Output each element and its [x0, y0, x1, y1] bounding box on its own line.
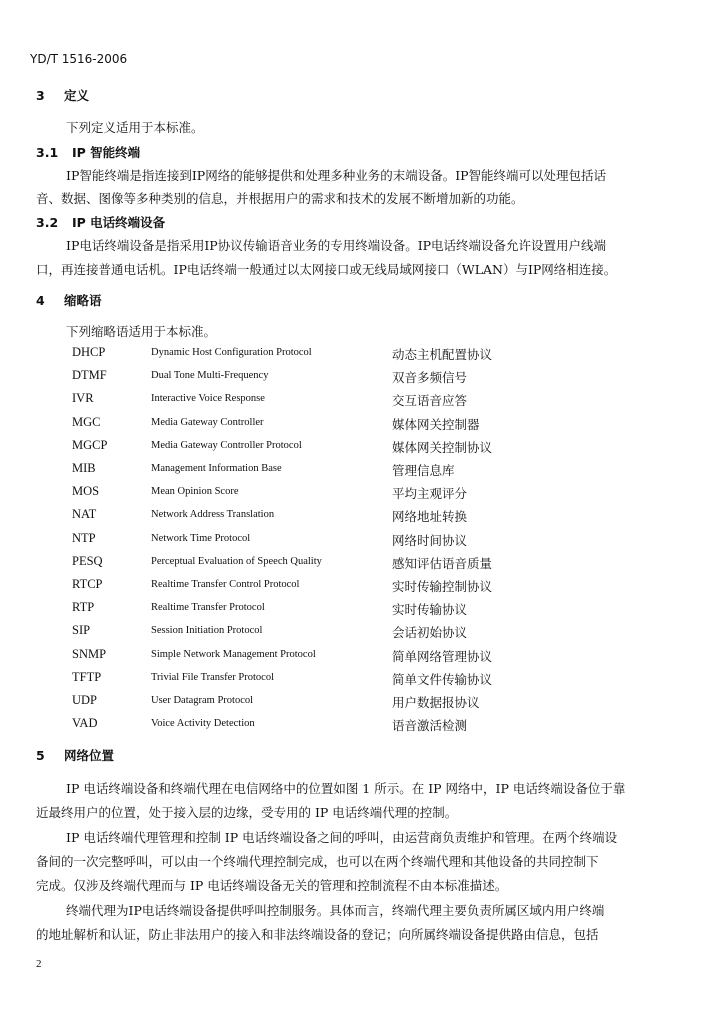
- paragraph-line: IP 电话终端设备和终端代理在电信网络中的位置如图 1 所示。在 IP 网络中，IP 电话终端设备位于靠: [66, 781, 626, 796]
- english-term: Dual Tone Multi-Frequency: [151, 370, 269, 382]
- document-code: YD/T 1516-2006: [30, 52, 128, 66]
- section-title: IP 智能终端: [72, 145, 141, 160]
- section-number: 3.2: [36, 215, 59, 230]
- chinese-term: 媒体网关控制协议: [392, 439, 493, 455]
- chinese-term: 双音多频信号: [392, 370, 468, 386]
- abbreviation: RTP: [72, 600, 95, 615]
- chinese-term: 平均主观评分: [392, 486, 468, 502]
- section-4-heading: [36, 291, 102, 309]
- english-term: Realtime Transfer Protocol: [151, 602, 265, 614]
- paragraph-line: 口，再连接普通电话机。IP电话终端一般通过以太网接口或无线局域网接口（WLAN）与IP网络相连接。: [36, 262, 617, 277]
- english-term: Dynamic Host Configuration Protocol: [151, 347, 312, 358]
- paragraph-line: 近最终用户的位置，处于接入层的边缘，受专用的 IP 电话终端代理的控制。: [36, 805, 458, 820]
- english-term: Management Information Base: [151, 463, 282, 474]
- chinese-term: 语音激活检测: [392, 718, 468, 734]
- english-term: Media Gateway Controller: [151, 416, 264, 428]
- chinese-term: 交互语音应答: [392, 393, 468, 409]
- paragraph-line: IP电话终端设备是指采用IP协议传输语音业务的专用终端设备。IP电话终端设备允许设置用户线端: [66, 238, 607, 253]
- paragraph-line: IP智能终端是指连接到IP网络的能够提供和处理多种业务的末端设备。IP智能终端可以处理包括话: [66, 168, 607, 183]
- english-term: Media Gateway Controller Protocol: [151, 439, 302, 451]
- chinese-term: 媒体网关控制器: [392, 416, 480, 432]
- chinese-term: 会话初始协议: [392, 625, 468, 641]
- english-term: Simple Network Management Protocol: [151, 648, 316, 660]
- chinese-term: 实时传输控制协议: [392, 579, 493, 594]
- section-3-2-heading: [36, 213, 165, 231]
- abbreviation: SNMP: [72, 646, 107, 661]
- chinese-term: 简单文件传输协议: [392, 671, 493, 687]
- section-title: IP 电话终端设备: [72, 215, 166, 230]
- chinese-term: 网络时间协议: [392, 532, 468, 548]
- paragraph-line: 完成。仅涉及终端代理而与 IP 电话终端设备无关的管理和控制流程不由本标准描述。: [36, 878, 508, 893]
- abbreviation: NAT: [72, 507, 97, 522]
- english-term: Realtime Transfer Control Protocol: [151, 579, 300, 590]
- abbreviation: SIP: [72, 623, 91, 638]
- english-term: Session Initiation Protocol: [151, 625, 263, 637]
- chinese-term: 感知评估语音质量: [392, 555, 493, 571]
- abbreviation: UDP: [72, 693, 98, 707]
- abbreviation: RTCP: [72, 577, 103, 591]
- abbreviation: MOS: [72, 484, 100, 499]
- abbreviation: DHCP: [72, 345, 106, 359]
- abbreviation: MIB: [72, 461, 96, 475]
- english-term: Voice Activity Detection: [151, 718, 255, 730]
- section-title: 网络位置: [64, 748, 115, 763]
- abbreviation: MGC: [72, 414, 101, 429]
- english-term: Network Time Protocol: [151, 532, 251, 544]
- chinese-term: 实时传输协议: [392, 602, 468, 618]
- abbreviation: PESQ: [72, 553, 103, 568]
- paragraph-line: 音、数据、图像等多种类别的信息，并根据用户的需求和技术的发展不断增加新的功能。: [36, 191, 524, 206]
- section-title: 定义: [64, 88, 90, 103]
- section-3-heading: [36, 86, 89, 104]
- chinese-term: 管理信息库: [392, 463, 455, 478]
- abbreviation: VAD: [72, 716, 98, 731]
- paragraph-line: 的地址解析和认证，防止非法用户的接入和非法终端设备的登记；向所属终端设备提供路由信息，包括: [36, 927, 599, 942]
- english-term: Network Address Translation: [151, 509, 275, 521]
- abbreviation: DTMF: [72, 368, 107, 383]
- paragraph-line: 下列缩略语适用于本标准。: [66, 324, 217, 339]
- english-term: Perceptual Evaluation of Speech Quality: [151, 555, 322, 567]
- chinese-term: 简单网络管理协议: [392, 648, 493, 664]
- section-number: 3.1: [36, 145, 59, 160]
- section-number: 5: [36, 748, 45, 763]
- paragraph-line: IP 电话终端代理管理和控制 IP 电话终端设备之间的呼叫，由运营商负责维护和管理。在两个终端设: [66, 830, 618, 845]
- abbreviation: NTP: [72, 530, 96, 545]
- english-term: Interactive Voice Response: [151, 393, 265, 405]
- paragraph-line: 备间的一次完整呼叫，可以由一个终端代理控制完成，也可以在两个终端代理和其他设备的共同控制下: [36, 854, 599, 869]
- english-term: User Datagram Protocol: [151, 695, 254, 706]
- section-title: 缩略语: [64, 293, 102, 308]
- page-number: 2: [36, 958, 42, 970]
- section-3-1-heading: [36, 143, 140, 161]
- paragraph-line: 终端代理为IP电话终端设备提供呼叫控制服务。具体而言，终端代理主要负责所属区域内用户终端: [66, 903, 605, 918]
- chinese-term: 用户数据报协议: [392, 695, 480, 710]
- abbreviation: MGCP: [72, 437, 108, 452]
- abbreviation: IVR: [72, 391, 94, 406]
- chinese-term: 网络地址转换: [392, 509, 468, 525]
- abbreviation: TFTP: [72, 669, 102, 684]
- section-number: 3: [36, 88, 45, 103]
- chinese-term: 动态主机配置协议: [392, 347, 493, 362]
- section-5-heading: [36, 746, 114, 764]
- section-number: 4: [36, 293, 45, 308]
- english-term: Trivial File Transfer Protocol: [151, 671, 274, 683]
- paragraph-line: 下列定义适用于本标准。: [66, 120, 204, 135]
- english-term: Mean Opinion Score: [151, 486, 239, 498]
